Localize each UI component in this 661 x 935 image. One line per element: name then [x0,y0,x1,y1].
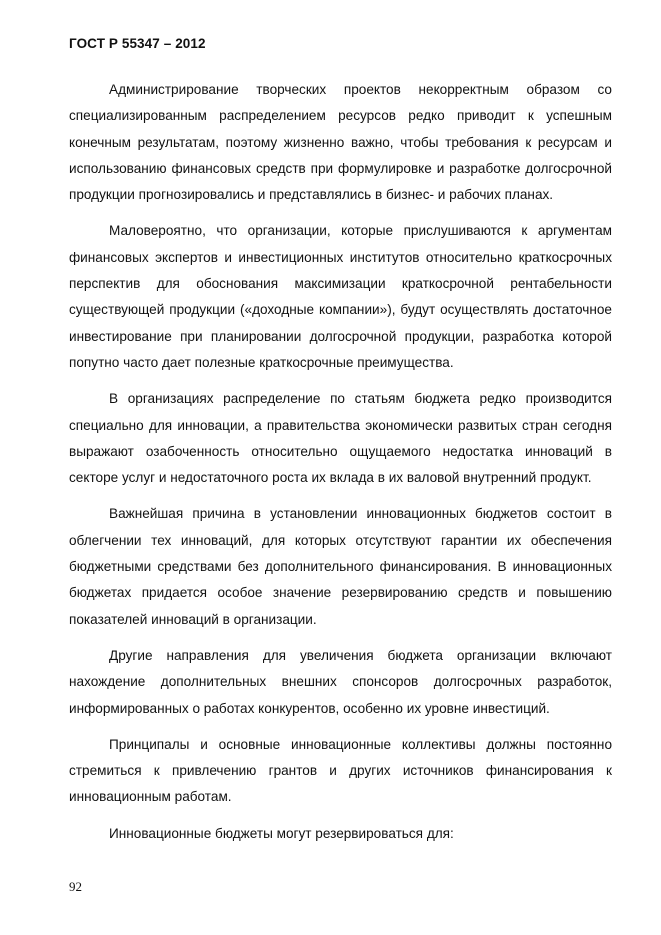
document-header-standard-number: ГОСТ Р 55347 – 2012 [69,36,206,51]
paragraph: Маловероятно, что организации, которые прислушиваются к аргументам финансовых экспертов и инвестиционных институтов относительно краткосрочных перспектив для обоснования максимизации краткосрочной рентабельности существующей продукции («доходные компании»), будут осуществлять достаточное инвестирование при планировании долгосрочной продукции, разработка которой попутно часто дает полезные краткосрочные преимущества. [69,223,612,370]
paragraph: Принципалы и основные инновационные коллективы должны постоянно стремиться к привлечению грантов и других источников финансирования к инновационным работам. [69,736,612,805]
paragraph: Инновационные бюджеты могут резервироваться для: [109,825,454,841]
page-number: 92 [69,879,82,894]
document-body [69,77,612,857]
paragraph: Важнейшая причина в установлении инновационных бюджетов состоит в облегчении тех инноваций, для которых отсутствуют гарантии их обеспечения бюджетными средствами без дополнительного финансирования. В инновационных бюджетах придается особое значение резервированию средств и повышению показателей инноваций в организации. [69,506,612,627]
paragraph: Администрирование творческих проектов некорректным образом со специализированным распределением ресурсов редко приводит к успешным конечным результатам, поэтому жизненно важно, чтобы требования к ресурсам и использованию финансовых средств при формулировке и разработке долгосрочной продукции прогнозировались и представлялись в бизнес- и рабочих планах. [69,82,612,203]
paragraph: В организациях распределение по статьям бюджета редко производится специально для инновации, а правительства экономически развитых стран сегодня выражают озабоченность относительно ощущаемого недостатка инноваций в секторе услуг и недостаточного роста их вклада в их валовой внутренний продукт. [69,391,612,486]
paragraph: Другие направления для увеличения бюджета организации включают нахождение дополнительных внешних спонсоров долгосрочных разработок, информированных о работах конкурентов, особенно их уровне инвестиций. [69,647,612,716]
